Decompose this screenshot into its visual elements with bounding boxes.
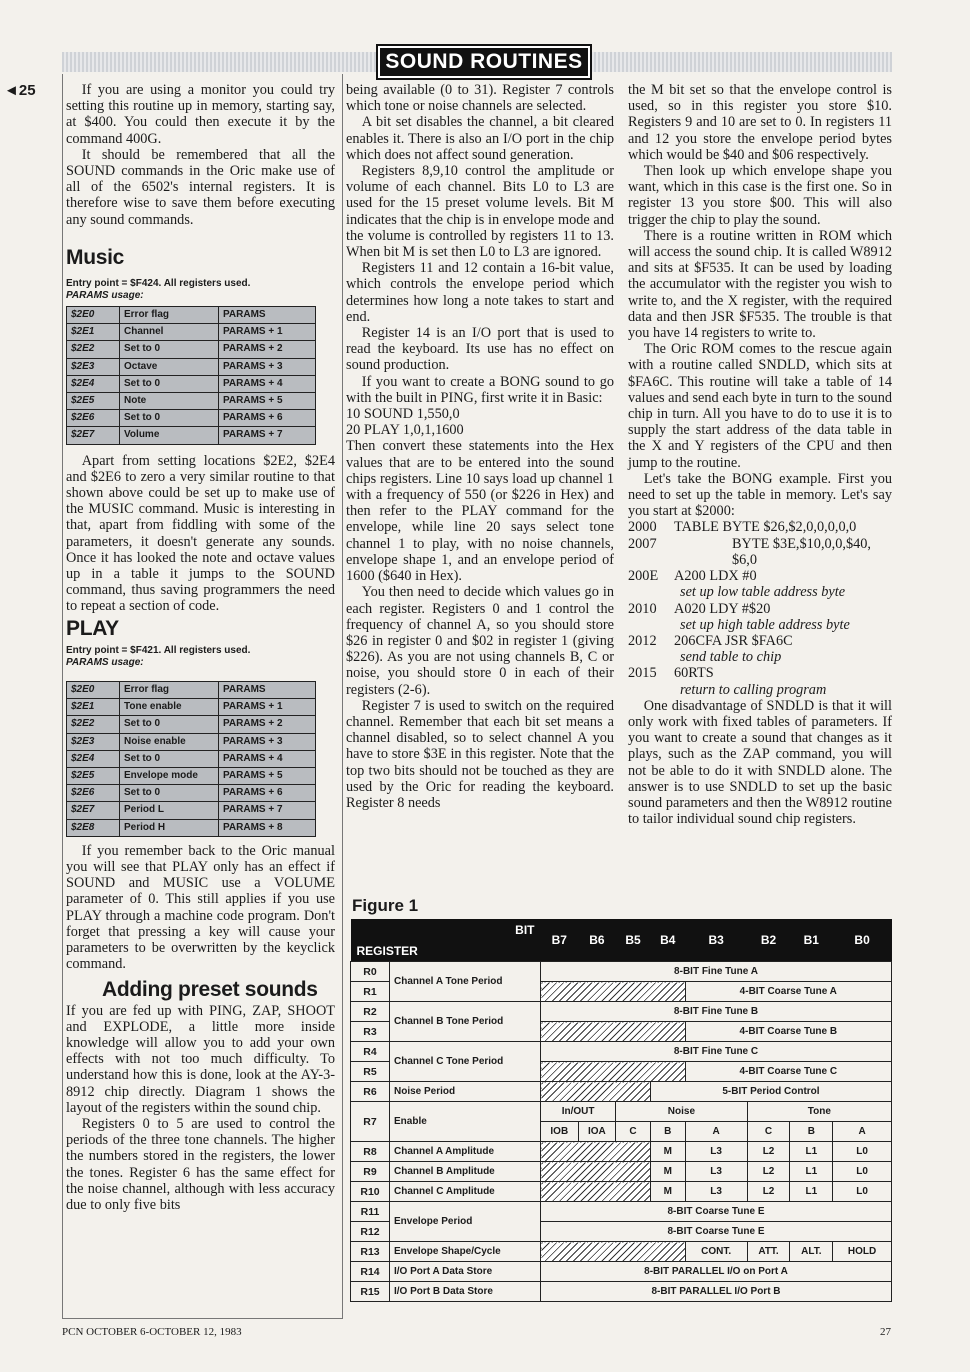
unused-bits [541,1022,686,1042]
params-row [67,681,316,698]
listing-code: 60RTS [674,665,714,682]
reg-name: Channel C Amplitude [390,1182,541,1202]
params-cell: Set to 0 [120,750,219,767]
reg-cell: 8-BIT Fine Tune A [541,962,892,982]
figure-title: Figure 1 [352,896,419,915]
paragraph: One disadvantage of SNDLD is that it will only work with fixed tables of parameters. If you want to create a sound that changes as it plays, such as the ZAP command, you will not be able to do it with SNDLD alone. The answer is to use SNDLD to set up the basic sound parameters and then the W8912 routine to tailor individual sound chip registers. [628,697,892,828]
reg-r2: R2 [351,1002,390,1022]
params-cell: PARAMS + 1 [219,699,316,716]
listing-code: TABLE BYTE $26,$2,0,0,0,0,0 [674,519,857,536]
listing-comment: return to calling program [680,681,827,698]
params-cell: PARAMS + 6 [219,785,316,802]
bit-header: B3 [685,919,747,962]
params-row [67,750,316,767]
params-cell: Set to 0 [120,785,219,802]
paragraph: being available (0 to 31). Register 7 controls which tone or noise channels are selected. [346,82,614,115]
params-row [67,358,316,375]
reg-name: Channel A Amplitude [390,1142,541,1162]
params-cell: $2E1 [67,699,120,716]
params-row [67,733,316,750]
paragraph: The Oric ROM comes to the rescue again with a routine called SNDLD, which sits at $FA6C. This routine will take a table of 14 values and send each byte in turn to the sound chip in turn. All you have to do to use it is to supply the start address of the data table in the X and Y registers of the CPU and then jump to the routine. [628,341,892,471]
paragraph: It should be remembered that all the SOUND commands in the Oric make use of all of the 6502's internal registers. It is therefore wise to save them before executing any sound commands. [66,146,335,228]
params-cell: $2E4 [67,375,120,392]
params-row [67,393,316,410]
params-cell: $2E3 [67,733,120,750]
params-cell: $2E2 [67,341,120,358]
params-cell: PARAMS + 6 [219,410,316,427]
paragraph: If you remember back to the Oric manual you will see that PLAY only has an effect if SOUND and MUSIC use a VOLUME parameter of 0. This still applies if you use PLAY through a machine code program. Don't forget that pressing a key will cause your parameters to be overwritten by the keyclick command. [66,842,335,973]
paragraph: If you are using a monitor you could try setting this routine up in memory, starting say, at $400. You could then execute it by the command 400G. [66,82,335,147]
paragraph: Registers 11 and 12 contain a 16-bit value, which controls the envelope period which determines how long a note takes to start and end. [346,260,614,325]
params-row [67,341,316,358]
params-row [67,324,316,341]
reg-cell: 8-BIT PARALLEL I/O Port B [541,1282,892,1302]
params-row [67,819,316,836]
reg-name: Envelope Period [390,1202,541,1242]
paragraph: Apart from setting locations $2E2, $2E4 and $2E6 to zero a very similar routine to that shown above could be set up to make use of the MUSIC command. Music is interesting in that, apart from fiddling with some of the parameters, it doesn't generate any sounds. Once it has looked the note and octave values up in a table it jumps to the SOUND command, thus saving programmers the need to repeat a section of code. [66,452,335,615]
reg-cell: L3 [685,1142,747,1162]
reg-cell: 8-BIT Fine Tune C [541,1042,892,1062]
params-cell: Error flag [120,681,219,698]
reg-cell: M [650,1182,685,1202]
unused-bits [541,1082,651,1102]
params-cell: $2E2 [67,716,120,733]
reg-cell: L2 [747,1162,790,1182]
unused-bits [541,1142,651,1162]
params-row [67,375,316,392]
bit-header: B4 [650,919,685,962]
listing-comment: send table to chip [680,649,782,666]
header-corner [351,919,541,962]
listing-code: $6,0 [732,551,758,568]
params-cell: $2E3 [67,358,120,375]
params-cell: $2E0 [67,307,120,324]
reg-cell: M [650,1162,685,1182]
listing-line [628,601,892,617]
reg-name: I/O Port B Data Store [390,1282,541,1302]
reg-r10: R10 [351,1182,390,1202]
bit-header: B6 [578,919,616,962]
params-row [67,802,316,819]
code-line: 10 SOUND 1,550,0 [346,406,460,423]
music-params-label: PARAMS usage: [66,290,144,302]
code-line: 20 PLAY 1,0,1,1600 [346,422,464,439]
params-cell: Envelope mode [120,767,219,784]
play-heading: PLAY [66,616,119,640]
unused-bits [541,982,686,1002]
paragraph: You then need to decide which values go in each register. Registers 0 and 1 control the frequency of channel A, so you should store $26 in register 0 and $02 in register 1 (giving $226). As you are not using channels B, C or noise, you should store 0 in each of their registers (2-6). [346,584,614,698]
params-cell: $2E0 [67,681,120,698]
params-cell: Period L [120,802,219,819]
reg-cell: 8-BIT Fine Tune B [541,1002,892,1022]
params-cell: PARAMS + 4 [219,375,316,392]
reg-cell: HOLD [833,1242,892,1262]
page-number: 27 [880,1326,891,1338]
reg-r5: R5 [351,1062,390,1082]
paragraph: If you are fed up with PING, ZAP, SHOOT and EXPLODE, a little more inside knowledge will allow you to add your own effects with not too much difficulty. To understand how this is done, look at the AY-3-8912 chip directly. Diagram 1 shows the layout of the registers within the sound chip. [66,1002,335,1116]
listing-address: 2000 [628,519,657,536]
params-cell: $2E5 [67,393,120,410]
paragraph: Register 7 is used to switch on the required channel. Remember that each bit set means a channel disabled, so to select channel A you have to store $3E in this register. Note that the top two bits should not be touched as they are used by the Oric for reading the keyboard. Register 8 needs [346,697,614,811]
reg-cell: L1 [790,1142,833,1162]
params-cell: PARAMS + 7 [219,802,316,819]
preset-heading: Adding preset sounds [102,978,318,1002]
params-cell: Set to 0 [120,716,219,733]
reg-cell: ALT. [790,1242,833,1262]
listing-code: A200 LDX #0 [674,568,757,585]
listing-address: 2012 [628,632,657,649]
reg-cell: A [685,1122,747,1142]
params-cell: Tone enable [120,699,219,716]
reg-cell: 8-BIT Coarse Tune E [541,1222,892,1242]
params-cell: $2E6 [67,410,120,427]
paragraph: If you want to create a BONG sound to go with the built in PING, first write it in Basic: [346,373,614,406]
listing-comment: set up low table address byte [680,584,846,601]
reg-name: I/O Port A Data Store [390,1262,541,1282]
params-cell: Error flag [120,307,219,324]
reg-cell: Noise [616,1102,747,1122]
reg-cell: L1 [790,1162,833,1182]
paragraph: Registers 0 to 5 are used to control the periods of the three tone channels. The higher the numbers stored in the registers, the lower the tones. Register 6 has the same effect for the noise channel, although with less accuracy due to only five bits [66,1115,335,1213]
unused-bits [541,1162,651,1182]
reg-r4: R4 [351,1042,390,1062]
reg-r12: R12 [351,1222,390,1242]
reg-r14: R14 [351,1262,390,1282]
reg-name: Channel A Tone Period [390,962,541,1002]
params-cell: Set to 0 [120,375,219,392]
listing-line [628,568,892,584]
params-cell: PARAMS [219,307,316,324]
params-cell: Noise enable [120,733,219,750]
params-row [67,427,316,444]
params-cell: PARAMS + 4 [219,750,316,767]
reg-cell: 5-BIT Period Control [650,1082,891,1102]
music-heading: Music [66,245,125,269]
reg-cell: In/OUT [541,1102,616,1122]
reg-r3: R3 [351,1022,390,1042]
params-row [67,716,316,733]
paragraph: Then convert these statements into the Hex values that are to be entered into the sound chips registers. Line 10 says load up channel 1 with a frequency of 550 (or $226 in Hex) and then refer to the PLAY command for the envelope, while line 20 says select tone channel 1 to play, with no noise channels, envelope shape 1, and an envelope period of 1600 ($640 in Hex). [346,438,614,585]
paragraph: There is a routine written in ROM which will access the sound chip. It is called W8912 and sits at $F535. It can be used by loading the accumulator with the register you wish to write to, and the X register, with the required data and then JSR $F535. The trouble is that you have 14 registers to write to. [628,227,892,342]
params-cell: PARAMS + 3 [219,733,316,750]
params-cell: Note [120,393,219,410]
music-entry: Entry point = $F424. All registers used. [66,278,251,290]
reg-cell: ATT. [747,1242,790,1262]
paragraph: A bit set disables the channel, a bit cleared enables it. There is also an I/O port in the chip which does not affect sound generation. [346,114,614,163]
params-cell: PARAMS + 1 [219,324,316,341]
reg-r0: R0 [351,962,390,982]
reg-cell: A [833,1122,892,1142]
params-cell: PARAMS + 7 [219,427,316,444]
reg-name: Envelope Shape/Cycle [390,1242,541,1262]
reg-r1: R1 [351,982,390,1002]
params-cell: $2E7 [67,427,120,444]
unused-bits [541,1062,686,1082]
reg-cell: C [747,1122,790,1142]
listing-address: 2007 [628,535,657,552]
paragraph: Registers 8,9,10 control the amplitude or volume of each channel. Bits L0 to L3 are used for the 15 preset volume levels. Bit M indicates that the chip is in envelope mode and the volume is controlled by registers 11 to 13. When bit M is set then L0 to L3 are ignored. [346,163,614,261]
unused-bits [541,1182,651,1202]
reg-cell: Tone [747,1102,891,1122]
params-cell: PARAMS + 2 [219,716,316,733]
params-cell: PARAMS [219,681,316,698]
listing-address: 2015 [628,665,657,682]
bit-header: B2 [747,919,790,962]
params-cell: PARAMS + 2 [219,341,316,358]
listing-code: A020 LDY #$20 [674,600,771,617]
bit-header: B5 [616,919,651,962]
reg-cell: B [790,1122,833,1142]
params-cell: Period H [120,819,219,836]
paragraph: Then look up which envelope shape you want, which in this case is the first one. So in register 13 you store $00. This will also trigger the chip to play the sound. [628,163,892,228]
reg-cell: 8-BIT Coarse Tune E [541,1202,892,1222]
reg-cell: L2 [747,1142,790,1162]
params-cell: $2E5 [67,767,120,784]
listing-line [628,665,892,681]
params-row [67,785,316,802]
params-cell: Set to 0 [120,341,219,358]
params-row [67,699,316,716]
register-diagram [350,919,892,1305]
reg-cell: L0 [833,1182,892,1202]
reg-cell: CONT. [685,1242,747,1262]
reg-cell: L3 [685,1162,747,1182]
reg-name: Channel C Tone Period [390,1042,541,1082]
reg-cell: 4-BIT Coarse Tune A [685,982,891,1002]
column-3 [628,82,892,827]
reg-cell: 8-BIT PARALLEL I/O on Port A [541,1262,892,1282]
play-params-label: PARAMS usage: [66,656,144,668]
reg-r9: R9 [351,1162,390,1182]
register-label: REGISTER [356,944,418,958]
reg-name: Noise Period [390,1082,541,1102]
play-entry: Entry point = $F421. All registers used. [66,644,251,656]
reg-name: Channel B Tone Period [390,1002,541,1042]
listing-code: 206CFA JSR $FA6C [674,632,793,649]
paragraph: the M bit set so that the envelope control is used, so in this register you store $10. Registers 9 and 10 are set to 0. In registers 11 and 12 you store the envelope period bytes which would be $40 and $06 respectively. [628,82,892,163]
params-row [67,767,316,784]
bit-header: B0 [833,919,892,962]
listing-comment: set up high table address byte [680,616,850,633]
reg-cell: 4-BIT Coarse Tune C [685,1062,891,1082]
reg-name: Enable [390,1102,541,1142]
params-cell: $2E4 [67,750,120,767]
bit-label: BIT [515,923,535,937]
unused-bits [541,1242,686,1262]
params-cell: PARAMS + 5 [219,393,316,410]
listing-line [628,519,892,535]
reg-cell: L1 [790,1182,833,1202]
params-cell: Volume [120,427,219,444]
play-params-table [66,681,316,837]
params-cell: Octave [120,358,219,375]
listing-address: 2010 [628,600,657,617]
reg-cell: B [650,1122,685,1142]
column-1 [66,82,335,1213]
reg-name: Channel B Amplitude [390,1162,541,1182]
listing-code: BYTE $3E,$10,0,0,$40, [732,535,871,552]
page-title: SOUND ROUTINES [378,46,590,78]
bit-header: B1 [790,919,833,962]
reg-cell: L0 [833,1162,892,1182]
reg-cell: IOA [578,1122,616,1142]
reg-cell: L3 [685,1182,747,1202]
params-cell: PARAMS + 8 [219,819,316,836]
reg-cell: L0 [833,1142,892,1162]
reg-cell: 4-BIT Coarse Tune B [685,1022,891,1042]
listing-line [628,633,892,649]
params-cell: PARAMS + 5 [219,767,316,784]
footer-issue: PCN OCTOBER 6-OCTOBER 12, 1983 [62,1326,242,1338]
assembly-listing [628,519,892,697]
bit-header: B7 [541,919,579,962]
reg-r6: R6 [351,1082,390,1102]
params-cell: $2E8 [67,819,120,836]
reg-r11: R11 [351,1202,390,1222]
paragraph: Register 14 is an I/O port that is used to read the keyboard. Its use has no effect on sound production. [346,325,614,374]
reg-cell: C [616,1122,651,1142]
reg-cell: IOB [541,1122,579,1142]
listing-line [628,552,892,568]
listing-line [628,536,892,552]
listing-address [628,552,674,568]
params-row [67,307,316,324]
listing-address: 200E [628,568,659,585]
reg-cell: L2 [747,1182,790,1202]
reg-cell: M [650,1142,685,1162]
params-row [67,410,316,427]
reg-r13: R13 [351,1242,390,1262]
params-cell: $2E7 [67,802,120,819]
reg-r15: R15 [351,1282,390,1302]
params-cell: Channel [120,324,219,341]
params-cell: $2E6 [67,785,120,802]
column-2 [346,82,614,811]
params-cell: $2E1 [67,324,120,341]
params-cell: Set to 0 [120,410,219,427]
reg-r7: R7 [351,1102,390,1142]
reg-r8: R8 [351,1142,390,1162]
page-reference: ◄25 [4,82,36,99]
music-params-table [66,306,316,445]
params-cell: PARAMS + 3 [219,358,316,375]
paragraph: Let's take the BONG example. First you need to set up the table in memory. Let's say you start at $2000: [628,470,892,520]
